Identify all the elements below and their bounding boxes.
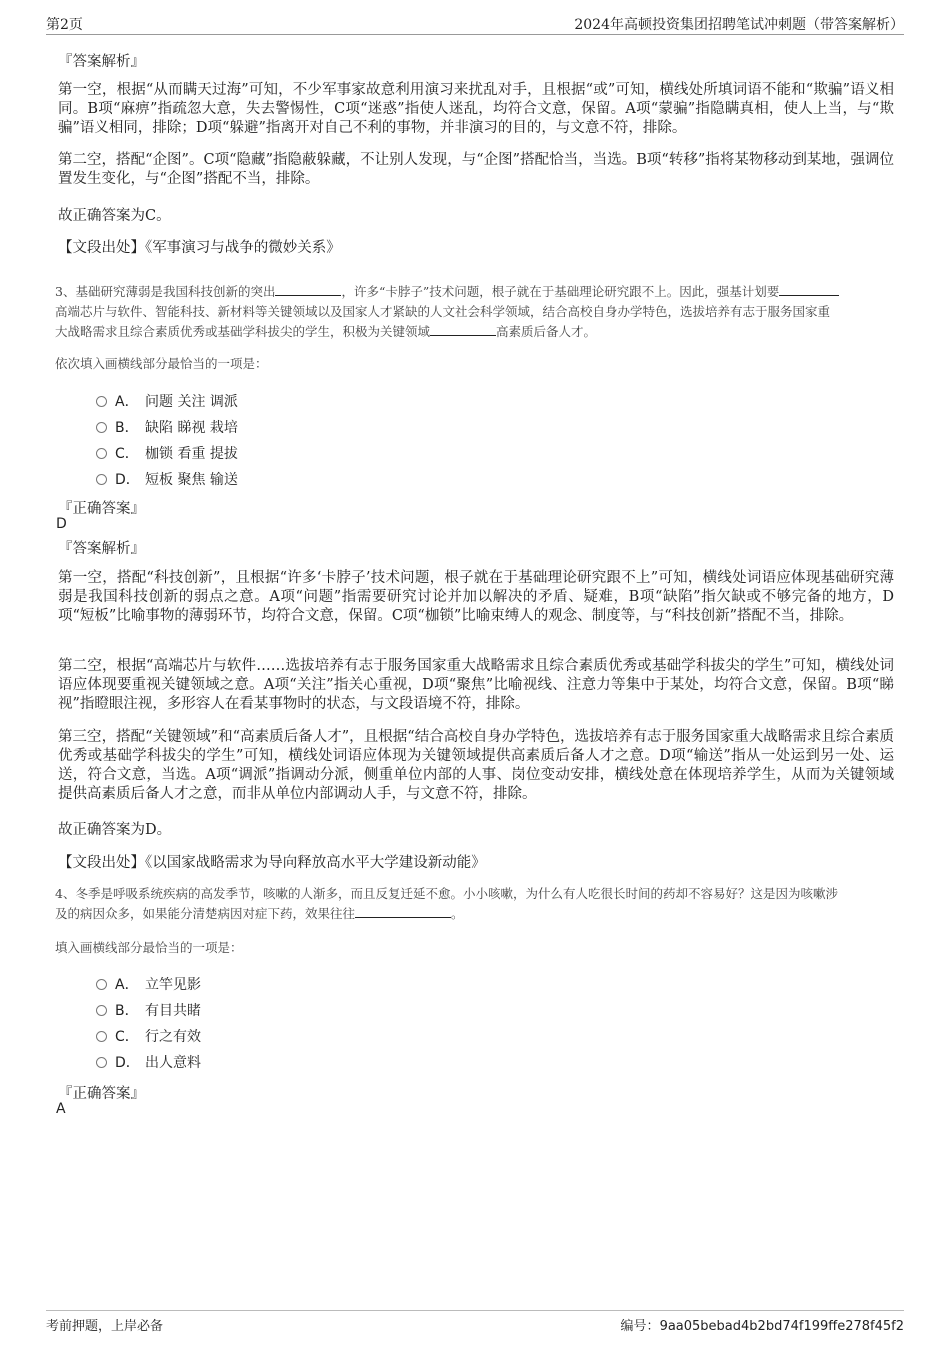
radio-icon[interactable] [96, 422, 107, 433]
option-letter: A． [115, 394, 139, 410]
footer-code-value: 9aa05bebad4b2bd74f199ffe278f45f2 [659, 1319, 904, 1334]
option-letter: B． [115, 1003, 139, 1019]
q4-answer: A [56, 1101, 66, 1117]
q3-stem [55, 282, 895, 342]
radio-icon[interactable] [96, 474, 107, 485]
q4-option-d[interactable] [96, 1052, 201, 1072]
q3-option-c[interactable] [96, 443, 238, 463]
option-letter: A． [115, 977, 139, 993]
option-text: 短板 聚焦 输送 [145, 472, 238, 488]
option-letter: D． [115, 472, 140, 488]
q3-answer: D [56, 516, 67, 532]
q4-blank [355, 905, 451, 918]
page-header [46, 14, 904, 35]
option-letter: B． [115, 420, 139, 436]
option-text: 有目共睹 [145, 1003, 201, 1019]
q3-blank-3 [430, 323, 496, 336]
page-footer [46, 1310, 904, 1339]
q3-blank-1 [275, 283, 341, 296]
q3-option-b[interactable] [96, 417, 238, 437]
q3-stem-part: 大战略需求且综合素质优秀或基础学科拔尖的学生，积极为关键领域 [55, 324, 431, 339]
option-letter: C． [115, 446, 139, 462]
radio-icon[interactable] [96, 979, 107, 990]
option-text: 缺陷 睇视 栽培 [145, 420, 238, 436]
q3-blank-2 [779, 283, 839, 296]
q3-option-d[interactable] [96, 469, 238, 489]
q3-option-a[interactable] [96, 391, 238, 411]
q2-analysis-p1: 第一空，根据“从而瞒天过海”可知，不少军事家故意利用演习来扰乱对手，且根据“或”可知，横线处所填词语不能和“欺骗”语义相同。B项“麻痹”指疏忽大意，失去警惕性，C项“迷惑”指使人迷乱，均符合文意，保留。A项“蒙骗”指隐瞒真相，使人上当，与“欺骗”语义相同，排除；D项“躲避”指离开对自己不利的事物，并非演习的目的，与文意不符，排除。 [58, 82, 894, 136]
q2-analysis-label: 『答案解析』 [58, 54, 145, 70]
q4-stem [55, 884, 895, 924]
q3-stem-part: 3、基础研究薄弱是我国科技创新的突出 [55, 284, 276, 299]
option-text: 出人意料 [145, 1055, 201, 1071]
q2-source: 【文段出处】《军事演习与战争的微妙关系》 [58, 240, 341, 256]
page-number: 第2页 [46, 17, 83, 33]
q3-analysis-label: 『答案解析』 [58, 541, 145, 557]
q3-conclusion: 故正确答案为D。 [58, 822, 172, 838]
q4-stem-part: 及的病因众多，如果能分清楚病因对症下药，效果往往 [55, 906, 356, 921]
q4-option-c[interactable] [96, 1026, 201, 1046]
q3-stem-part: 高端芯片与软件、智能科技、新材料等关键领域以及国家人才紧缺的人文社会科学领域，结合高校自身办学特色，选拔培养有志于服务国家重 [55, 304, 831, 319]
q3-analysis-p3: 第三空，搭配“关键领域”和“高素质后备人才”，且根据“结合高校自身办学特色，选拔培养有志于服务国家重大战略需求且综合素质优秀或基础学科拔尖的学生”可知，横线处词语应体现为关键领域提供高素质后备人才之意。D项“输送”指从一处运到另一处、运送，符合文意，当选。A项“调派”指调动分派，侧重单位内部的人事、岗位变动安排，横线处意在体现培养学生，从而为关键领域提供高素质后备人才之意，而非从单位内部调动人手，与文意不符，排除。 [58, 729, 894, 802]
q4-option-b[interactable] [96, 1000, 201, 1020]
radio-icon[interactable] [96, 1031, 107, 1042]
option-letter: D． [115, 1055, 140, 1071]
radio-icon[interactable] [96, 448, 107, 459]
option-text: 行之有效 [145, 1029, 201, 1045]
q3-answer-label: 『正确答案』 [58, 501, 145, 517]
footer-code-label: 编号： [620, 1319, 660, 1334]
q4-prompt: 填入画横线部分最恰当的一项是： [55, 940, 243, 955]
option-text: 立竿见影 [145, 977, 201, 993]
q2-conclusion: 故正确答案为C。 [58, 208, 171, 224]
q4-option-a[interactable] [96, 974, 201, 994]
q3-stem-part: 高素质后备人才。 [496, 324, 597, 339]
q4-stem-part: 4、冬季是呼吸系统疾病的高发季节，咳嗽的人渐多，而且反复迁延不愈。小小咳嗽，为什么有人吃很长时间的药却不容易好？这是因为咳嗽涉 [55, 886, 838, 901]
option-text: 问题 关注 调派 [145, 394, 238, 410]
radio-icon[interactable] [96, 396, 107, 407]
document-title: 2024年高顿投资集团招聘笔试冲刺题（带答案解析） [574, 17, 904, 33]
q3-analysis-p2: 第二空，根据“高端芯片与软件……选拔培养有志于服务国家重大战略需求且综合素质优秀或基础学科拔尖的学生”可知，横线处词语应体现要重视关键领域之意。A项“关注”指关心重视，D项“聚焦”比喻视线、注意力等集中于某处，均符合文意，保留。B项“睇视”指瞪眼注视，多形容人在看某事物时的状态，与文段语境不符，排除。 [58, 658, 894, 712]
q3-stem-part: ，许多“卡脖子”技术问题，根子就在于基础理论研究跟不上。因此，强基计划要 [341, 284, 780, 299]
q3-source: 【文段出处】《以国家战略需求为导向释放高水平大学建设新动能》 [58, 855, 486, 871]
radio-icon[interactable] [96, 1005, 107, 1016]
q3-analysis-p1: 第一空，搭配“科技创新”，且根据“许多‘卡脖子’技术问题，根子就在于基础理论研究跟不上”可知，横线处词语应体现基础研究薄弱是我国科技创新的弱点之意。A项“问题”指需要研究讨论并加以解决的矛盾、疑难，B项“缺陷”指欠缺或不够完备的地方，D项“短板”比喻事物的薄弱环节，均符合文意，保留。C项“枷锁”比喻束缚人的观念、制度等，与“科技创新”搭配不当，排除。 [58, 570, 894, 624]
option-letter: C． [115, 1029, 139, 1045]
q3-prompt: 依次填入画横线部分最恰当的一项是： [55, 356, 268, 371]
footer-code [621, 1315, 904, 1334]
option-text: 枷锁 看重 提拔 [145, 446, 238, 462]
q2-analysis-p2: 第二空，搭配“企图”。C项“隐藏”指隐蔽躲藏，不让别人发现，与“企图”搭配恰当，当选。B项“转移”指将某物移动到某地，强调位置发生变化，与“企图”搭配不当，排除。 [58, 152, 894, 187]
q4-stem-part: 。 [451, 906, 464, 921]
footer-slogan: 考前押题，上岸必备 [46, 1319, 164, 1334]
radio-icon[interactable] [96, 1057, 107, 1068]
q4-answer-label: 『正确答案』 [58, 1086, 145, 1102]
